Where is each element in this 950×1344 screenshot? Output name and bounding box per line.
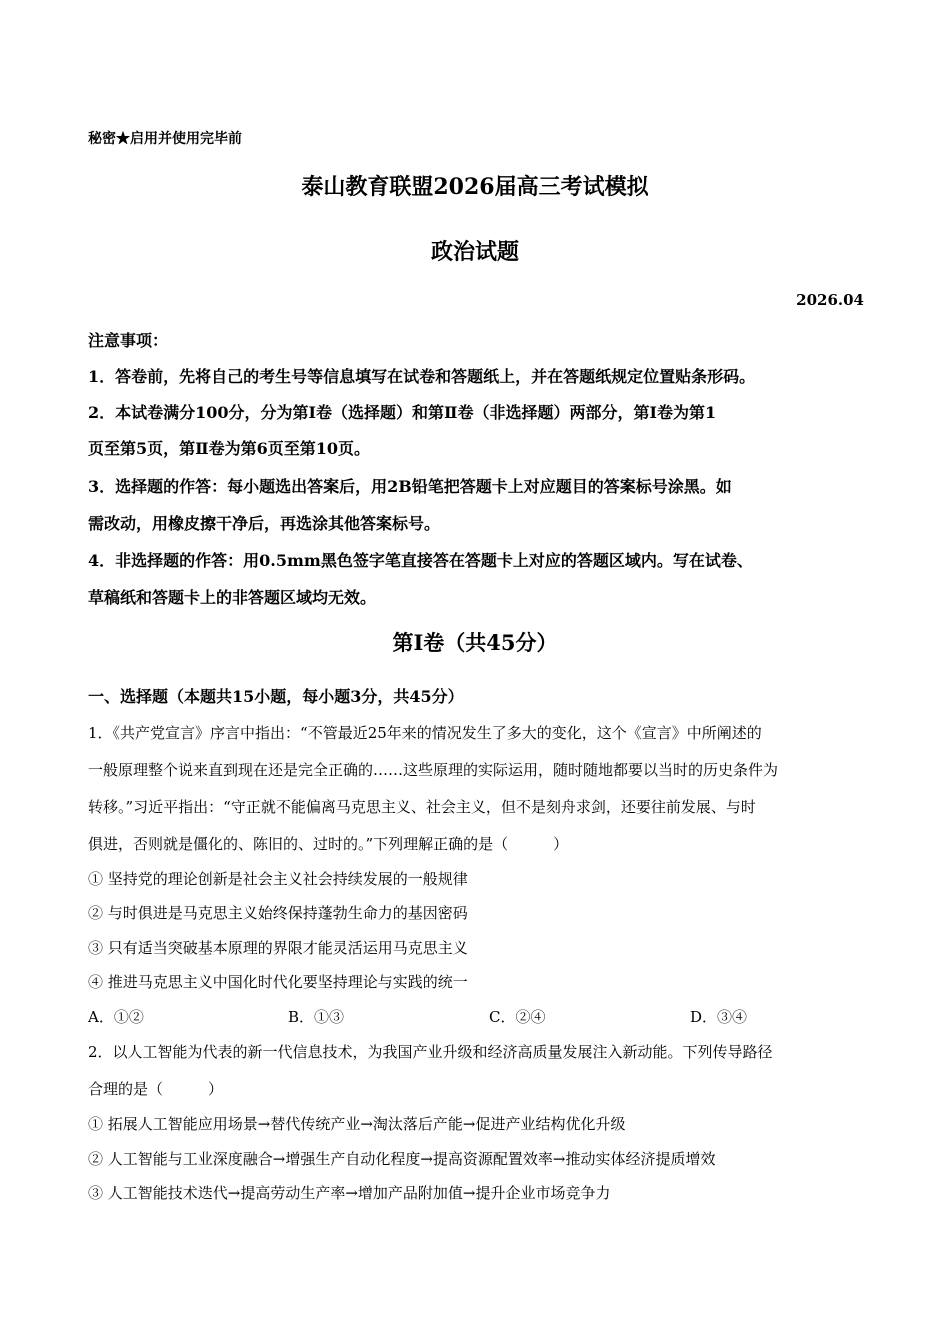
q1-option-d: D．③④ [690,1008,748,1026]
q1-statement: ④ 推进马克思主义中国化时代化要坚持理论与实践的统一 [88,973,468,991]
notice-item-3: 3．选择题的作答：每小题选出答案后，用2B铅笔把答题卡上对应题目的答案标号涂黑。如 [88,477,732,496]
q1-line: 转移。”习近平指出：“守正就不能偏离马克思主义、社会主义，但不是刻舟求剑，还要往前发展、与时 [88,798,756,816]
q1-line: 俱进，否则就是僵化的、陈旧的、过时的。”下列理解正确的是（ ） [88,835,569,853]
exam-date: 2026.04 [796,291,864,309]
q1-statement: ① 坚持党的理论创新是社会主义社会持续发展的一般规律 [88,870,468,888]
part-1-title: 第Ⅰ卷（共45分） [392,630,558,655]
q1-line: 一般原理整个说来直到现在还是完全正确的……这些原理的实际运用，随时随地都要以当时的历史条件为 [88,761,779,779]
q2-line: 2．以人工智能为代表的新一代信息技术，为我国产业升级和经济高质量发展注入新动能。下列传导路径 [88,1043,773,1061]
q1-option-b: B．①③ [288,1008,345,1026]
subject-title: 政治试题 [430,239,519,265]
q2-line: 合理的是（ ） [88,1080,224,1098]
q1-statement: ② 与时俱进是马克思主义始终保持蓬勃生命力的基因密码 [88,904,468,922]
q1-line: 1．《共产党宣言》序言中指出：“不管最近25年来的情况发生了多大的变化，这个《宣言》中所阐述的 [88,724,762,742]
q1-option-a: A．①② [88,1008,144,1026]
notice-item-4-cont: 草稿纸和答题卡上的非答题区域均无效。 [88,588,377,607]
notice-item-1: 1．答卷前，先将自己的考生号等信息填写在试卷和答题纸上，并在答题纸规定位置贴条形码。 [88,367,756,386]
notice-item-2-cont: 页至第5页，第Ⅱ卷为第6页至第10页。 [88,439,371,458]
confidential-label: 秘密★启用并使用完毕前 [88,131,242,147]
q2-statement: ② 人工智能与工业深度融合→增强生产自动化程度→提高资源配置效率→推动实体经济提质增效 [88,1150,716,1168]
exam-title: 泰山教育联盟2026届高三考试模拟 [301,174,649,200]
notice-item-2: 2．本试卷满分100分，分为第Ⅰ卷（选择题）和第Ⅱ卷（非选择题）两部分，第Ⅰ卷为第1 [88,403,717,422]
q1-option-c: C．②④ [489,1008,546,1026]
notice-heading: 注意事项： [88,331,169,350]
q1-statement: ③ 只有适当突破基本原理的界限才能灵活运用马克思主义 [88,939,468,957]
notice-item-3-cont: 需改动，用橡皮擦干净后，再选涂其他答案标号。 [88,514,441,533]
section-heading: 一、选择题（本题共15小题，每小题3分，共45分） [88,687,464,706]
q2-statement: ① 拓展人工智能应用场景→替代传统产业→淘汰落后产能→促进产业结构优化升级 [88,1115,626,1133]
notice-item-4: 4．非选择题的作答：用0.5mm黑色签字笔直接答在答题卡上对应的答题区域内。写在试卷、 [88,551,753,570]
q2-statement: ③ 人工智能技术迭代→提高劳动生产率→增加产品附加值→提升企业市场竞争力 [88,1184,611,1202]
